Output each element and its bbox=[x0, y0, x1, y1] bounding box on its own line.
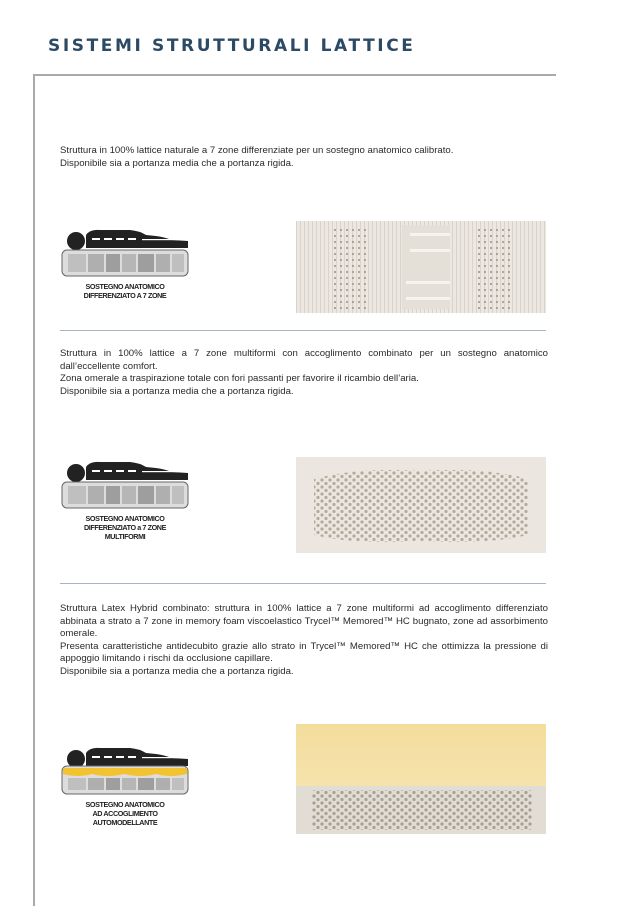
section-3-description bbox=[60, 603, 548, 679]
frame-top-border bbox=[33, 74, 556, 76]
caption-line: SOSTEGNO ANATOMICO bbox=[85, 800, 165, 809]
section-2-description bbox=[60, 348, 548, 398]
caption-line: SOSTEGNO ANATOMICO bbox=[85, 514, 165, 523]
caption-line: SOSTEGNO ANATOMICO bbox=[85, 282, 165, 291]
section-3-text-3: Disponibile sia a portanza media che a portanza rigida. bbox=[60, 665, 294, 677]
section-2-text-2: Zona omerale a traspirazione totale con fori passanti per favorire il ricambio dell’aria. bbox=[60, 373, 419, 385]
mattress-7-zone-multiform-icon bbox=[60, 458, 190, 512]
section-2-icon-block bbox=[60, 458, 190, 541]
caption-line: DIFFERENZIATO A 7 ZONE bbox=[83, 291, 167, 300]
latex-multiform-photo bbox=[296, 457, 546, 553]
section-3-text-1: Struttura Latex Hybrid combinato: struttura in 100% lattice a 7 zone multiformi ad accoglimento differenziato abbinata a strato a 7 zone in memory foam viscoelastico Trycel™ Memored™ HC bugnato, zone ad assorbimento omerale. bbox=[60, 603, 548, 640]
section-1-text-2: Disponibile sia a portanza media che a portanza rigida. bbox=[60, 157, 294, 169]
caption-line: AD ACCOGLIMENTO bbox=[92, 809, 158, 818]
section-2-text-3: Disponibile sia a portanza media che a portanza rigida. bbox=[60, 385, 294, 397]
section-3-text-2: Presenta caratteristiche antidecubito grazie allo strato in Trycel™ Memored™ HC che ottimizza la pressione di appoggio limitando i rischi da occlusione capillare. bbox=[60, 640, 548, 665]
section-divider-2 bbox=[60, 583, 546, 584]
section-2-text-1: Struttura in 100% lattice a 7 zone multiformi con accoglimento combinato per un sostegno anatomico dall’eccellente comfort. bbox=[60, 348, 548, 372]
latex-hybrid-memory-photo bbox=[296, 724, 546, 834]
caption-line: DIFFERENZIATO a 7 ZONE bbox=[84, 523, 166, 532]
latex-7-zone-photo bbox=[296, 221, 546, 313]
page-title: SISTEMI STRUTTURALI LATTICE bbox=[48, 36, 416, 56]
mattress-hybrid-memory-icon bbox=[60, 744, 190, 798]
section-1-description bbox=[60, 145, 548, 170]
section-1-text-1: Struttura in 100% lattice naturale a 7 zone differenziate per un sostegno anatomico calibrato. bbox=[60, 145, 454, 156]
section-1-icon-caption bbox=[60, 282, 190, 300]
caption-line: MULTIFORMI bbox=[104, 532, 146, 541]
caption-line: AUTOMODELLANTE bbox=[92, 818, 158, 827]
mattress-7-zone-icon bbox=[60, 226, 190, 280]
frame-left-border bbox=[33, 74, 35, 906]
section-3-icon-block bbox=[60, 744, 190, 827]
section-2-icon-caption bbox=[60, 514, 190, 541]
section-1-icon-block bbox=[60, 226, 190, 300]
section-3-icon-caption bbox=[60, 800, 190, 827]
section-divider-1 bbox=[60, 330, 546, 331]
